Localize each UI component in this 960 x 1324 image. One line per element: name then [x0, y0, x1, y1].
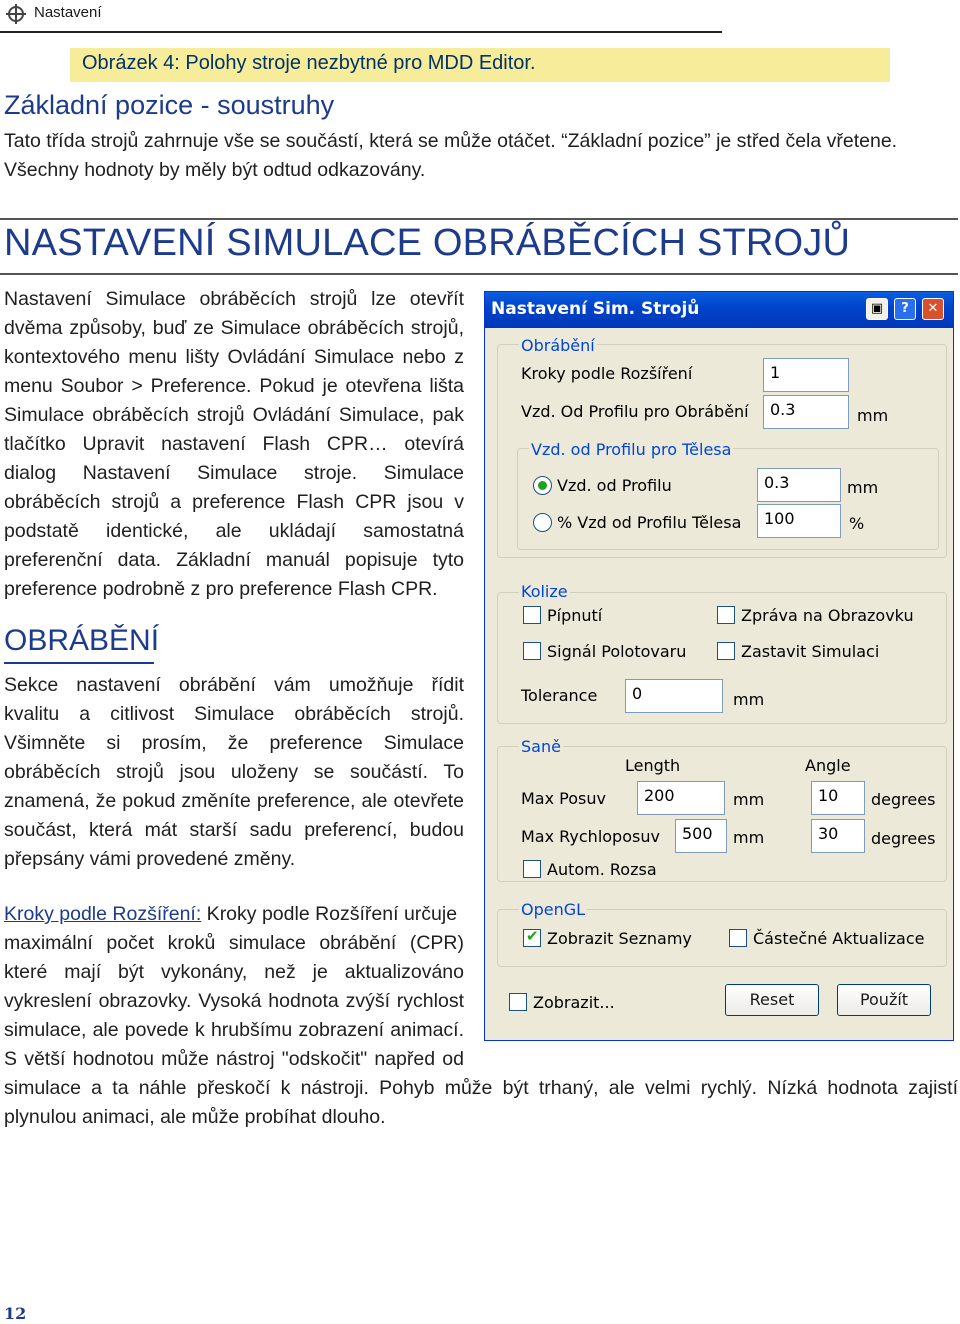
- label-max-posuv: Max Posuv: [521, 789, 606, 808]
- apply-button[interactable]: Použít: [837, 984, 931, 1016]
- paragraph-line: Tato třída strojů zahrnuje vše se součástí, která se může otáčet. “Základní pozice” je střed čela vřetene.: [4, 130, 898, 152]
- label-castecne: Částečné Aktualizace: [753, 929, 925, 948]
- paragraph-line: Sekce nastavení obrábění vám umožňuje řídit: [4, 674, 464, 696]
- label-autom-rozsah: Autom. Rozsa: [547, 860, 657, 879]
- paragraph-line: tlačítko Upravit nastavení Flash CPR… otevírá: [4, 433, 464, 455]
- checkbox-zobrazit[interactable]: [509, 993, 527, 1011]
- radio-procento[interactable]: [533, 513, 552, 532]
- intro-paragraph: [4, 285, 464, 604]
- unit-degrees: degrees: [871, 829, 936, 848]
- group-label-obrabeni: Obrábění: [521, 336, 595, 355]
- title-rule-top: [0, 218, 958, 220]
- settings-dialog: [484, 291, 954, 1041]
- paragraph-line: kvalitu a citlivost Simulace obráběcích strojů.: [4, 703, 464, 725]
- help-button[interactable]: ?: [894, 298, 916, 320]
- main-title: NASTAVENÍ SIMULACE OBRÁBĚCÍCH STROJŮ: [4, 222, 851, 264]
- crosshair-icon: [5, 3, 27, 25]
- paragraph-line: dialog Nastavení Simulace stroje. Simulace: [4, 462, 464, 484]
- header-divider: [0, 31, 722, 33]
- label-zobrazit-seznamy: Zobrazit Seznamy: [547, 929, 692, 948]
- paragraph-line: simulace, ale povede k hrubšímu zobrazení animací.: [4, 1019, 464, 1041]
- page-number: 12: [4, 1304, 27, 1323]
- section-title-underline: [4, 662, 154, 664]
- checkbox-zobrazit-seznamy[interactable]: [523, 929, 541, 947]
- kroky-paragraph-wide: [4, 1074, 958, 1132]
- kroky-paragraph: [4, 900, 464, 1074]
- paragraph-line: kontextového menu lišty Ovládání Simulace nebo z: [4, 346, 464, 368]
- paragraph-line: [4, 900, 464, 929]
- unit-degrees: degrees: [871, 790, 936, 809]
- label-zprava: Zpráva na Obrazovku: [741, 606, 914, 625]
- section-title-zakladni-pozice: Základní pozice - soustruhy: [4, 90, 335, 120]
- label-pipnuti: Pípnutí: [547, 606, 603, 625]
- group-label-opengl: OpenGL: [521, 900, 586, 919]
- label-radio1: Vzd. od Profilu: [557, 476, 672, 495]
- unit-mm: mm: [847, 478, 879, 497]
- paragraph-line: plynulou animaci, ale může probíhat dlouho.: [4, 1106, 386, 1128]
- tolerance-input[interactable]: 0: [625, 679, 723, 713]
- term-definition-start: Kroky podle Rozšíření určuje: [201, 903, 458, 925]
- kroky-input[interactable]: 1: [763, 358, 849, 392]
- unit-mm: mm: [733, 828, 765, 847]
- unit-mm: mm: [857, 406, 889, 425]
- label-radio2: % Vzd od Profilu Tělesa: [557, 513, 742, 532]
- header-label: Nastavení: [34, 4, 102, 21]
- checkbox-signal[interactable]: [523, 642, 541, 660]
- paragraph-line: Simulace obráběcích strojů Ovládání Simulace, pak: [4, 404, 464, 426]
- label-kroky: Kroky podle Rozšíření: [521, 364, 693, 383]
- max-posuv-angle-input[interactable]: 10: [811, 781, 865, 815]
- dialog-title: Nastavení Sim. Strojů: [491, 299, 700, 319]
- paragraph-line: Všimněte si prosím, že preference Simulace: [4, 732, 464, 754]
- dialog-titlebar: [485, 292, 953, 328]
- label-tolerance: Tolerance: [521, 686, 598, 705]
- figure-caption: Obrázek 4: Polohy stroje nezbytné pro MDD Editor.: [82, 52, 536, 74]
- paragraph-line: dvěma způsoby, buď ze Simulace obráběcích strojů,: [4, 317, 464, 339]
- vzd-obrabeni-input[interactable]: 0.3: [763, 395, 849, 429]
- obrabeni-paragraph: [4, 671, 464, 874]
- paragraph-line: menu Soubor > Preference. Pokud je otevřena lišta: [4, 375, 464, 397]
- radio2-input[interactable]: 100: [757, 504, 841, 538]
- title-rule-bottom: [0, 273, 958, 275]
- paragraph-line: vykreslení obrazovky. Vysoká hodnota zvýší rychlost: [4, 990, 464, 1012]
- checkbox-zastavit[interactable]: [717, 642, 735, 660]
- max-rychloposuv-angle-input[interactable]: 30: [811, 819, 865, 853]
- radio1-input[interactable]: 0.3: [757, 468, 841, 502]
- paragraph-line: preference podrobně z pro preference Flash CPR.: [4, 578, 438, 600]
- label-max-rychloposuv: Max Rychloposuv: [521, 827, 660, 846]
- paragraph-line: podstatě identické, ale ukládají samostatná: [4, 520, 464, 542]
- paragraph-line: Všechny hodnoty by měly být odtud odkazovány.: [4, 159, 426, 181]
- paragraph-line: Nastavení Simulace obráběcích strojů lze otevřít: [4, 288, 464, 310]
- paragraph-line: S větší hodnotou může nástroj "odskočit" napřed od: [4, 1048, 464, 1070]
- checkbox-castecne[interactable]: [729, 929, 747, 947]
- label-zastavit: Zastavit Simulaci: [741, 642, 880, 661]
- pin-icon[interactable]: ▣: [866, 298, 888, 320]
- label-signal: Signál Polotovaru: [547, 642, 687, 661]
- paragraph-line: obráběcích strojů a preference Flash CPR jsou v: [4, 491, 464, 513]
- max-rychloposuv-input[interactable]: 500: [675, 819, 727, 853]
- label-zobrazit: Zobrazit...: [533, 993, 615, 1012]
- term-kroky: Kroky podle Rozšíření:: [4, 903, 202, 925]
- paragraph-line: součást, která mát starší sadu preferencí, budou: [4, 819, 464, 841]
- section-title-obrabeni: OBRÁBĚNÍ: [4, 624, 160, 657]
- paragraph-line: které mají být vykonány, než je aktualizováno: [4, 961, 464, 983]
- column-length: Length: [625, 756, 681, 775]
- paragraph-line: preferenční data. Základní manuál popisuje tyto: [4, 549, 464, 571]
- checkbox-autom-rozsah[interactable]: [523, 860, 541, 878]
- group-label-teleso: Vzd. od Profilu pro Tělesa: [531, 440, 732, 459]
- group-teleso: [517, 448, 939, 550]
- paragraph-line: znamená, že pokud změníte preference, ale otevřete: [4, 790, 464, 812]
- group-label-kolize: Kolize: [521, 582, 568, 601]
- unit-mm: mm: [733, 790, 765, 809]
- group-label-sane: Saně: [521, 737, 561, 756]
- unit-mm: mm: [733, 690, 765, 709]
- paragraph-line: přepsány vámi provedené změny.: [4, 848, 296, 870]
- close-button[interactable]: ✕: [922, 298, 944, 320]
- radio-vzd-od-profilu[interactable]: [533, 476, 552, 495]
- unit-percent: %: [849, 514, 865, 533]
- max-posuv-input[interactable]: 200: [637, 781, 725, 815]
- checkbox-zprava[interactable]: [717, 606, 735, 624]
- column-angle: Angle: [805, 756, 851, 775]
- paragraph-line: obráběcích strojů jsou uloženy se součástí. To: [4, 761, 464, 783]
- paragraph-line: simulace a ta náhle přeskočí k nástroji. Pohyb může být trhaný, ale velmi rychlý. Nízká hodnota zajistí: [4, 1077, 958, 1099]
- label-vzd-obrabeni: Vzd. Od Profilu pro Obrábění: [521, 402, 749, 421]
- paragraph-line: maximální počet kroků simulace obrábění (CPR): [4, 932, 464, 954]
- checkbox-pipnuti[interactable]: [523, 606, 541, 624]
- reset-button[interactable]: Reset: [725, 984, 819, 1016]
